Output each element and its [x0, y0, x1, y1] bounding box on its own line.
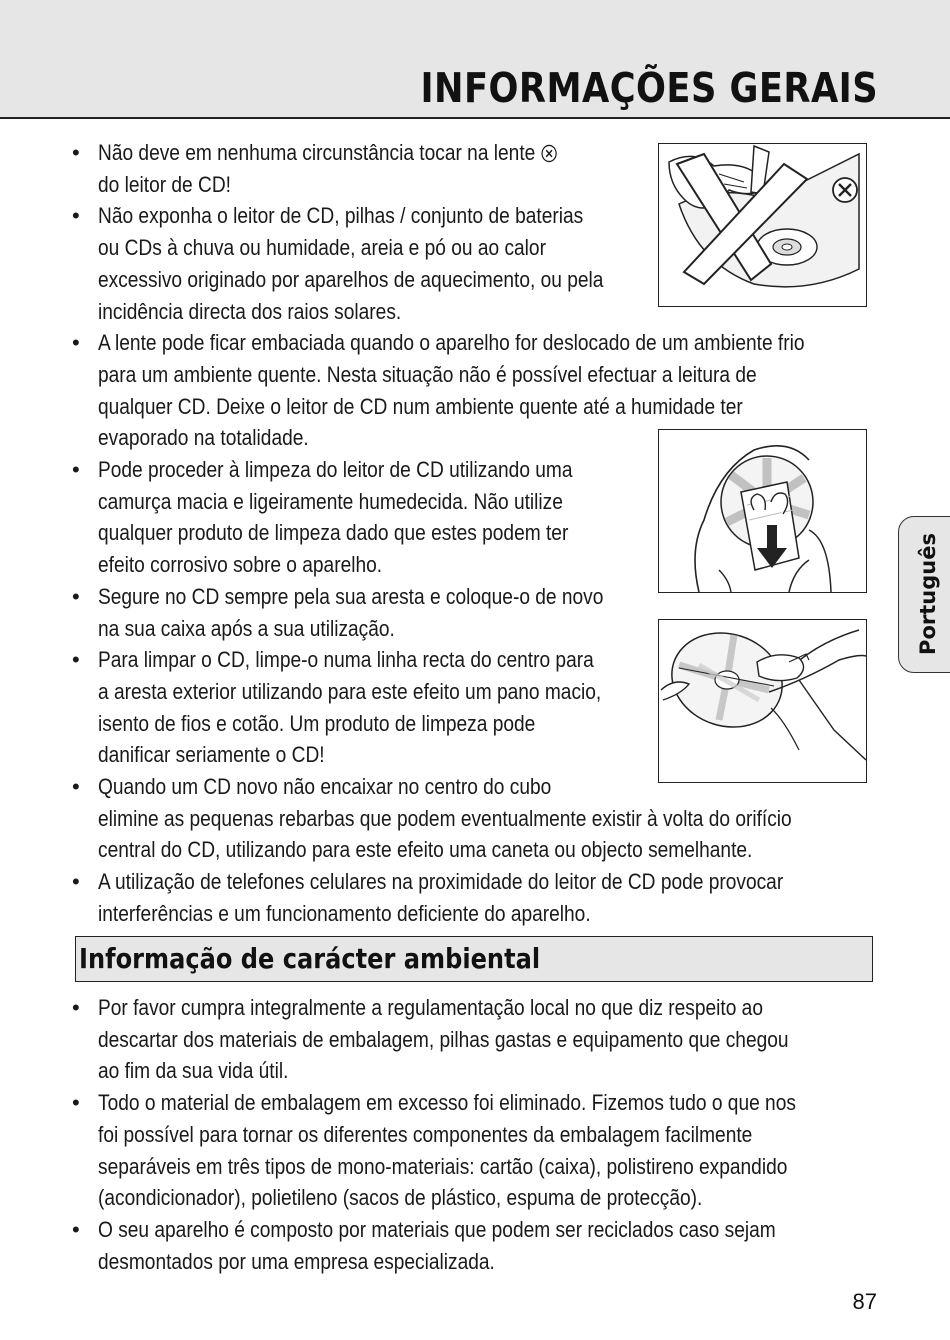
- text-line: foi possível para tornar os diferentes componentes da embalagem facilmente: [98, 1121, 753, 1147]
- dont-touch-lens-illustration: [658, 143, 867, 307]
- text-line: camurça macia e ligeiramente humedecida. Não utilize: [98, 488, 563, 514]
- list-item: [98, 992, 900, 1087]
- list-item: [98, 771, 910, 866]
- page-number: 87: [852, 1289, 877, 1314]
- wipe-cd-illustration: [658, 619, 867, 783]
- text-line: qualquer CD. Deixe o leitor de CD num ambiente quente até a humidade ter: [98, 393, 743, 419]
- text-line: central do CD, utilizando para este efeito uma caneta ou objecto semelhante.: [98, 837, 753, 863]
- text-line: para um ambiente quente. Nesta situação não é possível efectuar a leitura de: [98, 361, 757, 387]
- dont-touch-lens-drawing: [659, 144, 866, 306]
- text-line: evaporado na totalidade.: [98, 425, 309, 451]
- text-line: (acondicionador), polietileno (sacos de plástico, espuma de protecção).: [98, 1185, 703, 1211]
- list-item: [98, 1087, 900, 1214]
- text-line: ao fim da sua vida útil.: [98, 1058, 289, 1084]
- environment-list: [98, 992, 900, 1277]
- page-title: INFORMAÇÕES GERAIS: [420, 64, 878, 112]
- text-line: excessivo originado por aparelhos de aquecimento, ou pela: [98, 266, 604, 292]
- wipe-cd-drawing: [659, 620, 866, 782]
- text-line: isento de fios e cotão. Um produto de limpeza pode: [98, 710, 536, 736]
- text-line: Para limpar o CD, limpe-o numa linha recta do centro para: [98, 647, 594, 673]
- text-line: desmontados por uma empresa especializada.: [98, 1248, 495, 1274]
- text-line: Por favor cumpra integralmente a regulamentação local no que diz respeito ao: [98, 995, 763, 1020]
- list-item: [98, 1214, 900, 1277]
- text-line: A utilização de telefones celulares na proximidade do leitor de CD pode provocar: [98, 869, 784, 895]
- text-line: danificar seriamente o CD!: [98, 742, 325, 768]
- environment-heading: Informação de carácter ambiental: [79, 942, 541, 975]
- text-line: Segure no CD sempre pela sua aresta e coloque-o de novo: [98, 583, 604, 609]
- cleaning-cloth-drawing: [659, 430, 866, 592]
- text-line: na sua caixa após a sua utilização.: [98, 615, 395, 641]
- language-tab-label: Português: [916, 533, 940, 655]
- text-line: Não deve em nenhuma circunstância tocar na lente: [98, 140, 536, 165]
- text-line: a aresta exterior utilizando para este efeito um pano macio,: [98, 678, 602, 704]
- text-line: A lente pode ficar embaciada quando o aparelho for deslocado de um ambiente frio: [98, 330, 805, 356]
- text-line: efeito corrosivo sobre o aparelho.: [98, 552, 383, 578]
- text-line: Pode proceder à limpeza do leitor de CD utilizando uma: [98, 457, 573, 483]
- cleaning-cloth-illustration: [658, 429, 867, 593]
- text-line: qualquer produto de limpeza dado que estes podem ter: [98, 520, 569, 546]
- text-line: descartar dos materiais de embalagem, pilhas gastas e equipamento que chegou: [98, 1026, 789, 1052]
- text-line: interferências e um funcionamento deficiente do aparelho.: [98, 900, 591, 926]
- text-line: Quando um CD novo não encaixar no centro do cubo: [98, 774, 552, 800]
- text-line: O seu aparelho é composto por materiais que podem ser reciclados caso sejam: [98, 1216, 776, 1242]
- text-line: elimine as pequenas rebarbas que podem eventualmente existir à volta do orifício: [98, 805, 792, 831]
- text-line: do leitor de CD!: [98, 171, 231, 197]
- text-line: Não exponha o leitor de CD, pilhas / conjunto de baterias: [98, 203, 584, 229]
- environment-section-header: [75, 936, 873, 982]
- text-line: separáveis em três tipos de mono-materiais: cartão (caixa), polistireno expandido: [98, 1153, 788, 1179]
- text-line: incidência directa dos raios solares.: [98, 298, 402, 324]
- text-line: Todo o material de embalagem em excesso foi eliminado. Fizemos tudo o que nos: [98, 1090, 796, 1116]
- list-item: [98, 866, 910, 929]
- lens-marker-icon: [541, 144, 558, 163]
- text-line: ou CDs à chuva ou humidade, areia e pó ou ao calor: [98, 235, 546, 261]
